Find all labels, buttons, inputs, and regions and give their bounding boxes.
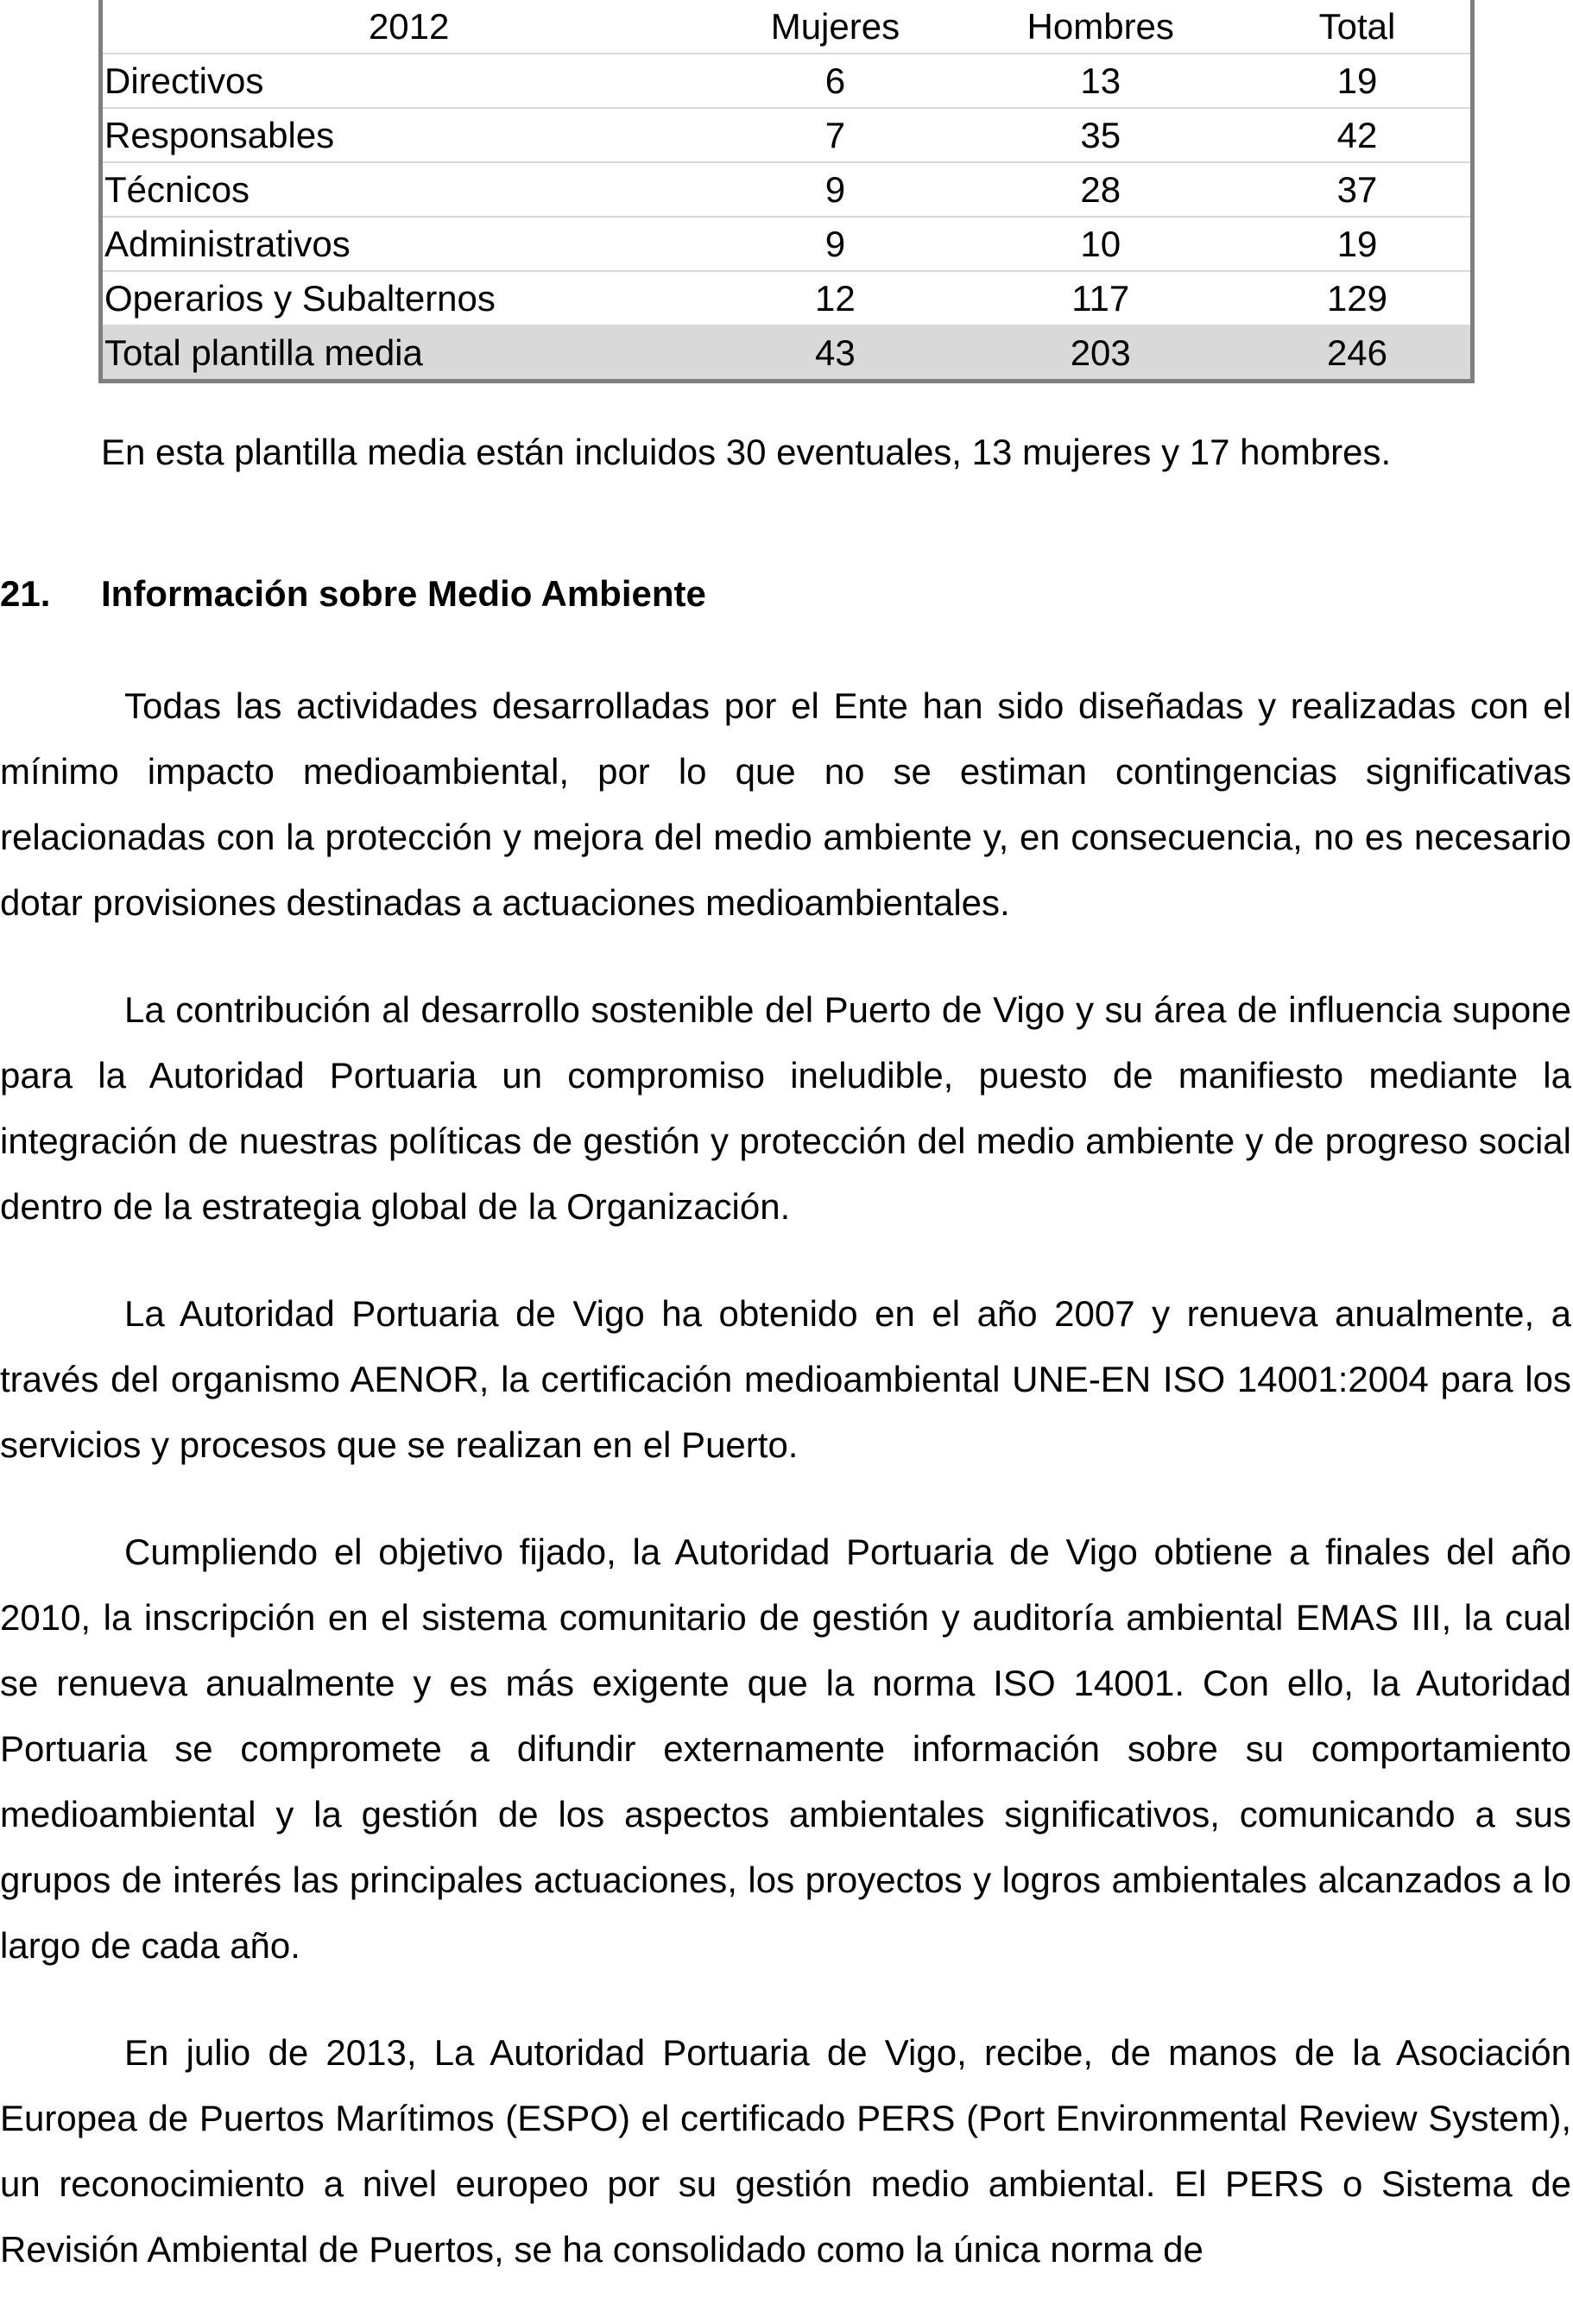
- cell-women: 7: [713, 108, 957, 162]
- row-label: Técnicos: [103, 162, 713, 217]
- table-header-row: [103, 0, 1470, 54]
- cell-women: 12: [713, 271, 957, 325]
- section-body: [0, 673, 1571, 2324]
- cell-men: 10: [957, 217, 1244, 271]
- paragraph: Todas las actividades desarrolladas por el Ente han sido diseñadas y realizadas con el mínimo impacto medioambiental, por lo que no se estiman contingencias significativas relacionadas con la protección y mejora del medio ambiente y, en consecuencia, no es necesario dotar provisiones destinadas a actuaciones medioambientales.: [0, 685, 1571, 923]
- row-label: Directivos: [103, 54, 713, 108]
- cell-total: 37: [1244, 162, 1470, 217]
- cell-total: 42: [1244, 108, 1470, 162]
- header-men: Hombres: [957, 0, 1244, 54]
- cell-men: 117: [957, 271, 1244, 325]
- cell-men: 35: [957, 108, 1244, 162]
- total-overall: 246: [1244, 325, 1470, 379]
- total-label: Total plantilla media: [103, 325, 713, 379]
- staff-note: En esta plantilla media están incluidos 30 eventuales, 13 mujeres y 17 hombres.: [101, 432, 1392, 472]
- section-number: 21.: [0, 573, 51, 614]
- cell-men: 28: [957, 162, 1244, 217]
- table-row: [103, 271, 1470, 325]
- cell-total: 19: [1244, 54, 1470, 108]
- section-heading: [0, 573, 706, 615]
- table-row: [103, 54, 1470, 108]
- header-women: Mujeres: [713, 0, 957, 54]
- header-year: 2012: [103, 0, 713, 54]
- total-women: 43: [713, 325, 957, 379]
- table-row: [103, 108, 1470, 162]
- staff-table: [103, 0, 1470, 379]
- row-label: Administrativos: [103, 217, 713, 271]
- staff-table-container: [98, 0, 1475, 383]
- paragraph: La contribución al desarrollo sostenible del Puerto de Vigo y su área de influencia supone para la Autoridad Portuaria un compromiso ineludible, puesto de manifiesto mediante la integración de nuestras políticas de gestión y protección del medio ambiente y de progreso social dentro de la estrategia global de la Organización.: [0, 989, 1571, 1227]
- section-title: Información sobre Medio Ambiente: [101, 573, 706, 614]
- paragraph: La Autoridad Portuaria de Vigo ha obtenido en el año 2007 y renueva anualmente, a través del organismo AENOR, la certificación medioambiental UNE-EN ISO 14001:2004 para los servicios y procesos que se realizan en el Puerto.: [0, 1293, 1571, 1465]
- row-label: Responsables: [103, 108, 713, 162]
- cell-men: 13: [957, 54, 1244, 108]
- paragraph: Cumpliendo el objetivo fijado, la Autoridad Portuaria de Vigo obtiene a finales del año 2010, la inscripción en el sistema comunitario de gestión y auditoría ambiental EMAS III, la cual se renueva anualmente y es más exigente que la norma ISO 14001. Con ello, la Autoridad Portuaria se compromete a difundir externamente información sobre su comportamiento medioambiental y la gestión de los aspectos ambientales significativos, comunicando a sus grupos de interés las principales actuaciones, los proyectos y logros ambientales alcanzados a lo largo de cada año.: [0, 1531, 1571, 1966]
- paragraph: En julio de 2013, La Autoridad Portuaria de Vigo, recibe, de manos de la Asociación Europea de Puertos Marítimos (ESPO) el certificado PERS (Port Environmental Review System), un reconocimiento a nivel europeo por su gestión medio ambiental. El PERS o Sistema de Revisión Ambiental de Puertos, se ha consolidado como la única norma de: [0, 2032, 1571, 2270]
- cell-women: 9: [713, 162, 957, 217]
- total-men: 203: [957, 325, 1244, 379]
- cell-women: 6: [713, 54, 957, 108]
- cell-total: 129: [1244, 271, 1470, 325]
- cell-women: 9: [713, 217, 957, 271]
- table-total-row: [103, 325, 1470, 379]
- row-label: Operarios y Subalternos: [103, 271, 713, 325]
- table-row: [103, 162, 1470, 217]
- cell-total: 19: [1244, 217, 1470, 271]
- header-total: Total: [1244, 0, 1470, 54]
- table-row: [103, 217, 1470, 271]
